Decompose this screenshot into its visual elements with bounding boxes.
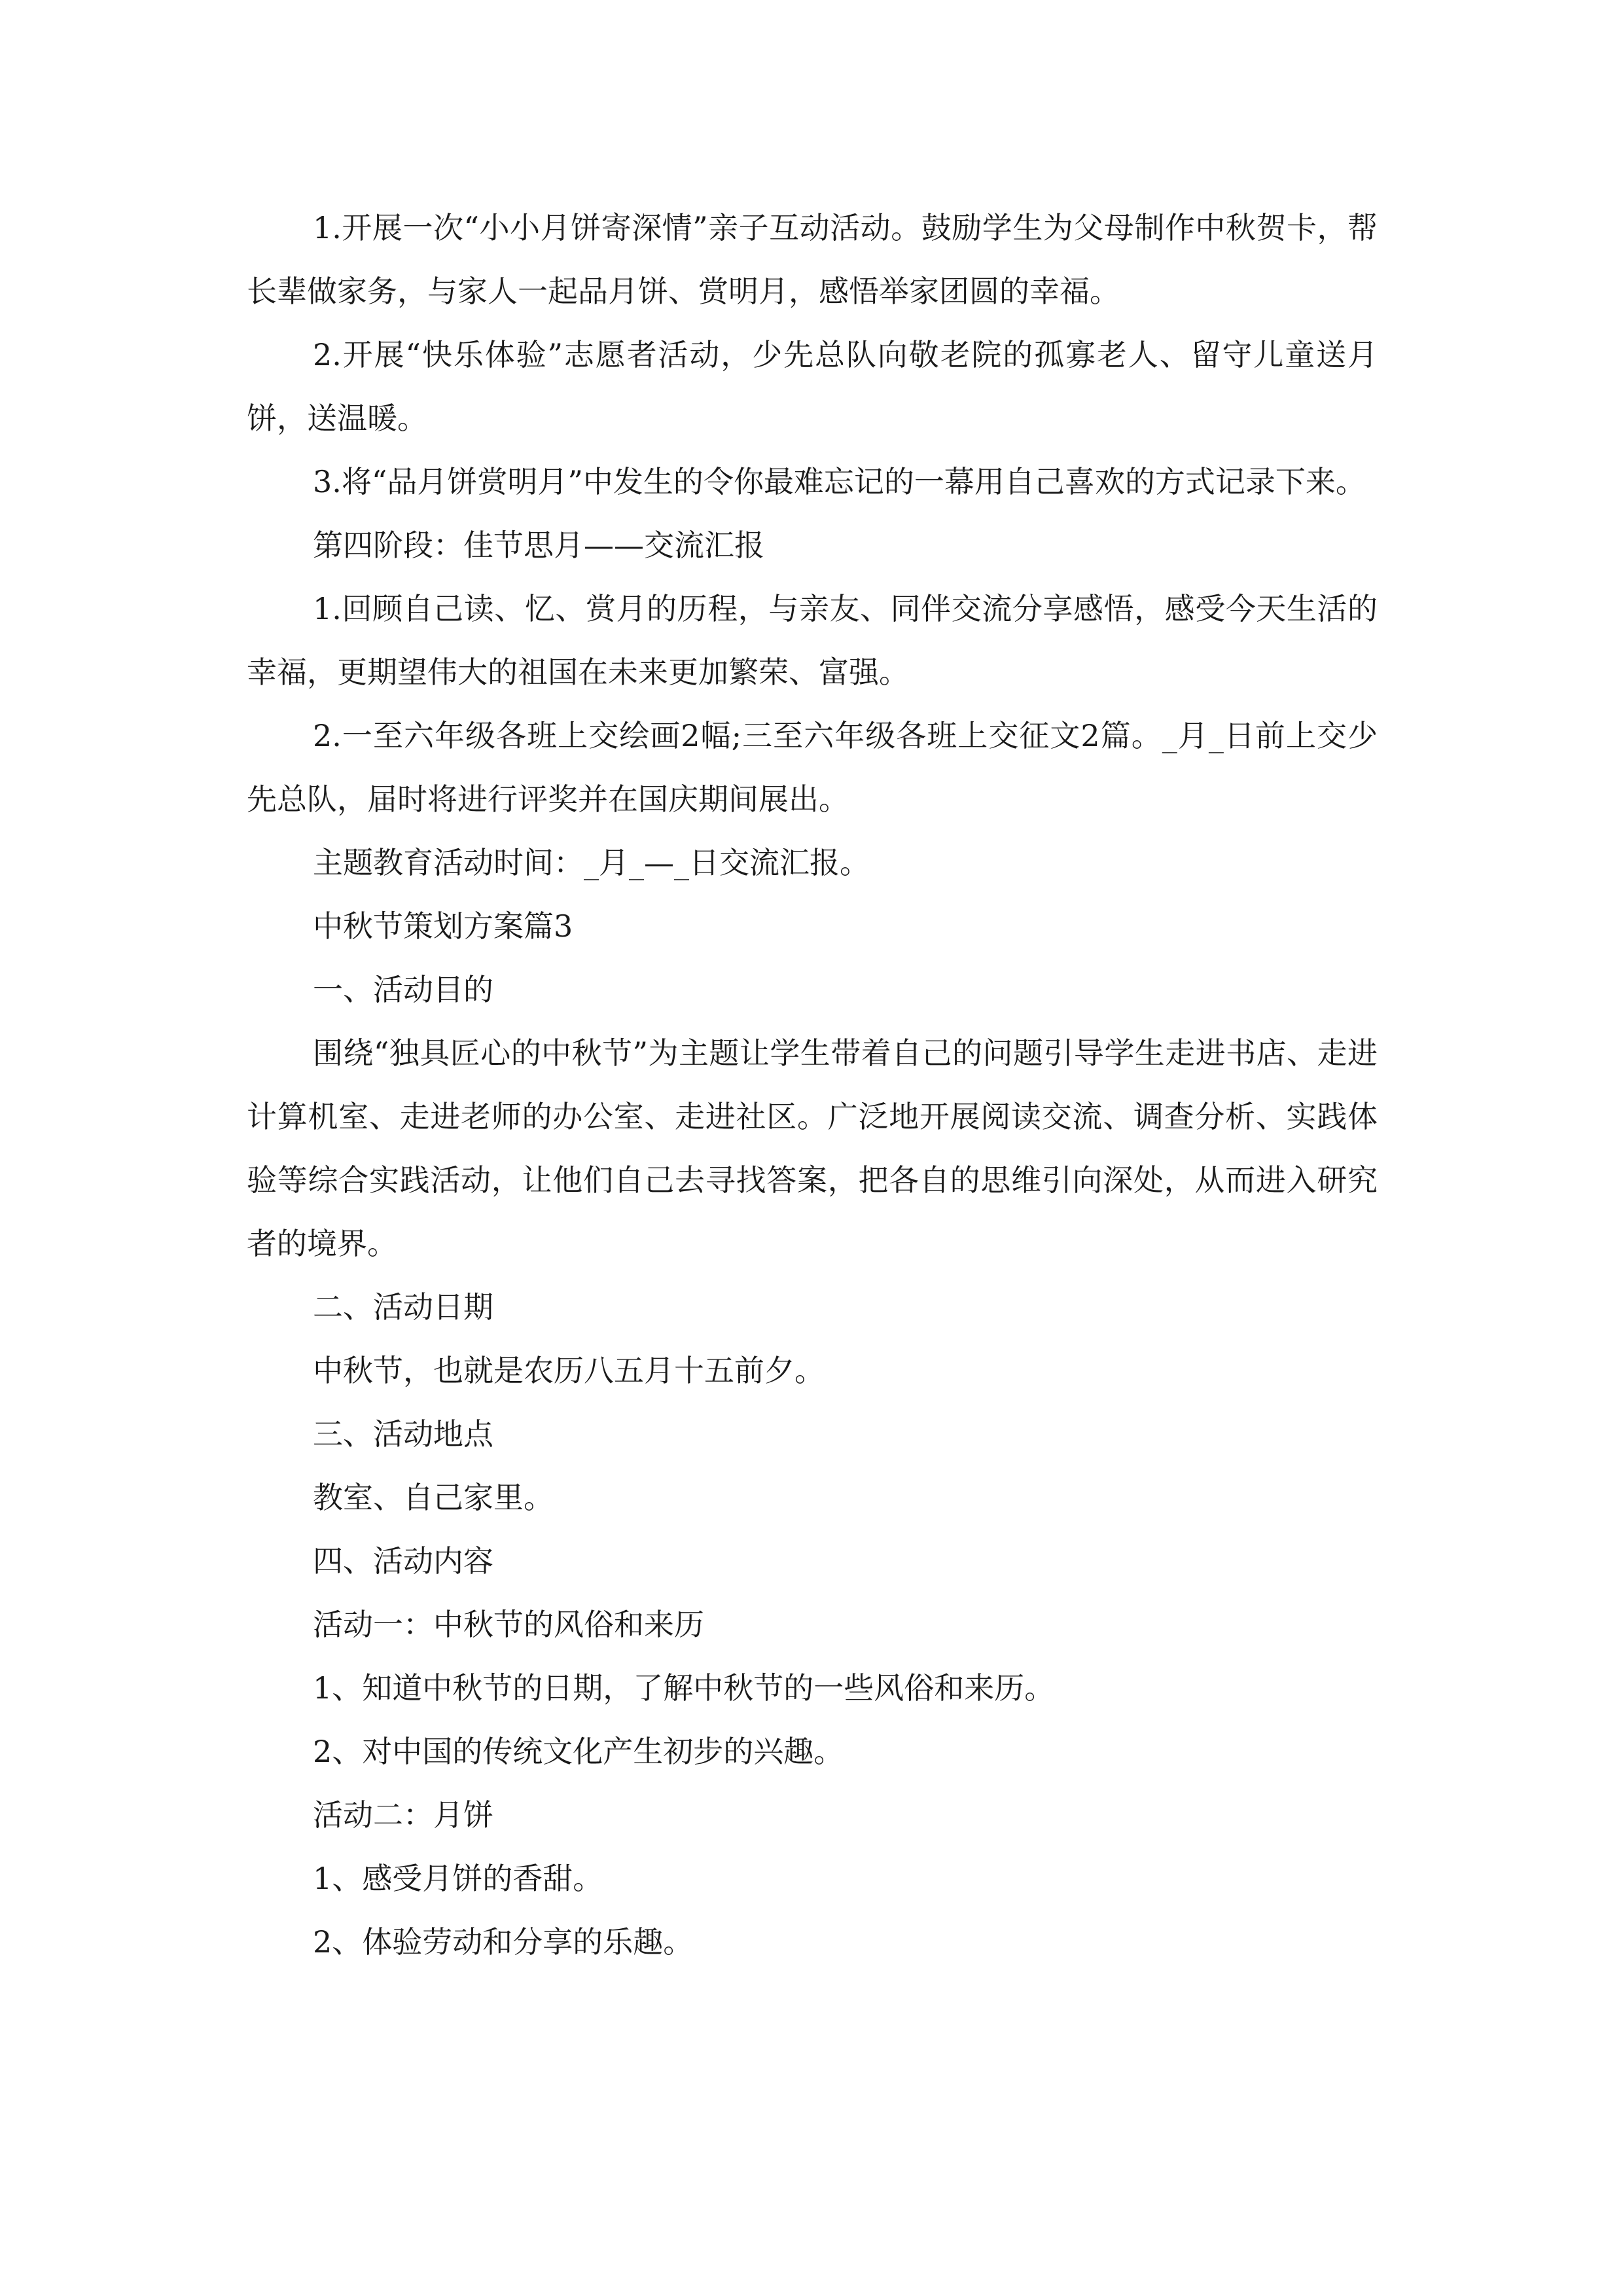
paragraph-activity-2: 2.开展“快乐体验”志愿者活动，少先总队向敬老院的孤寡老人、留守儿童送月饼，送温暖。 (247, 337, 1378, 436)
paragraph-purpose: 围绕“独具匠心的中秋节”为主题让学生带着自己的问题引导学生走进书店、走进计算机室、走进老师的办公室、走进社区。广泛地开展阅读交流、调查分析、实践体验等综合实践活动，让他们自己去寻找答案，把各自的思维引向深处，从而进入研究者的境界。 (247, 1035, 1378, 1261)
paragraph-date: 中秋节，也就是农历八五月十五前夕。 (313, 1353, 825, 1388)
heading-purpose: 一、活动目的 (313, 972, 493, 1007)
activity-two-item-1: 1、感受月饼的香甜。 (313, 1861, 603, 1896)
document-body (247, 196, 1378, 1974)
heading-location: 三、活动地点 (313, 1416, 493, 1452)
paragraph-activity-3: 3.将“品月饼赏明月”中发生的令你最难忘记的一幕用自己喜欢的方式记录下来。 (313, 464, 1366, 499)
activity-one-heading: 活动一：中秋节的风俗和来历 (313, 1607, 704, 1642)
activity-two-item-2: 2、体验劳动和分享的乐趣。 (313, 1924, 694, 1960)
section-title-plan-3: 中秋节策划方案篇3 (313, 908, 573, 944)
paragraph-event-time: 主题教育活动时间：_月_—_日交流汇报。 (313, 845, 870, 880)
activity-one-item-1: 1、知道中秋节的日期，了解中秋节的一些风俗和来历。 (313, 1670, 1055, 1706)
activity-one-item-2: 2、对中国的传统文化产生初步的兴趣。 (313, 1734, 844, 1769)
activity-two-heading: 活动二：月饼 (313, 1797, 493, 1833)
paragraph-submission: 2.一至六年级各班上交绘画2幅;三至六年级各班上交征文2篇。_月_日前上交少先总队，届时将进行评奖并在国庆期间展出。 (247, 718, 1378, 817)
stage-four-heading: 第四阶段：佳节思月——交流汇报 (313, 528, 764, 563)
paragraph-activity-1: 1.开展一次“小小月饼寄深情”亲子互动活动。鼓励学生为父母制作中秋贺卡，帮长辈做家务，与家人一起品月饼、赏明月，感悟举家团圆的幸福。 (247, 210, 1378, 309)
heading-date: 二、活动日期 (313, 1289, 493, 1325)
paragraph-review: 1.回顾自己读、忆、赏月的历程，与亲友、同伴交流分享感悟，感受今天生活的幸福，更期望伟大的祖国在未来更加繁荣、富强。 (247, 591, 1378, 690)
paragraph-location: 教室、自己家里。 (313, 1480, 554, 1515)
heading-content: 四、活动内容 (313, 1543, 493, 1579)
